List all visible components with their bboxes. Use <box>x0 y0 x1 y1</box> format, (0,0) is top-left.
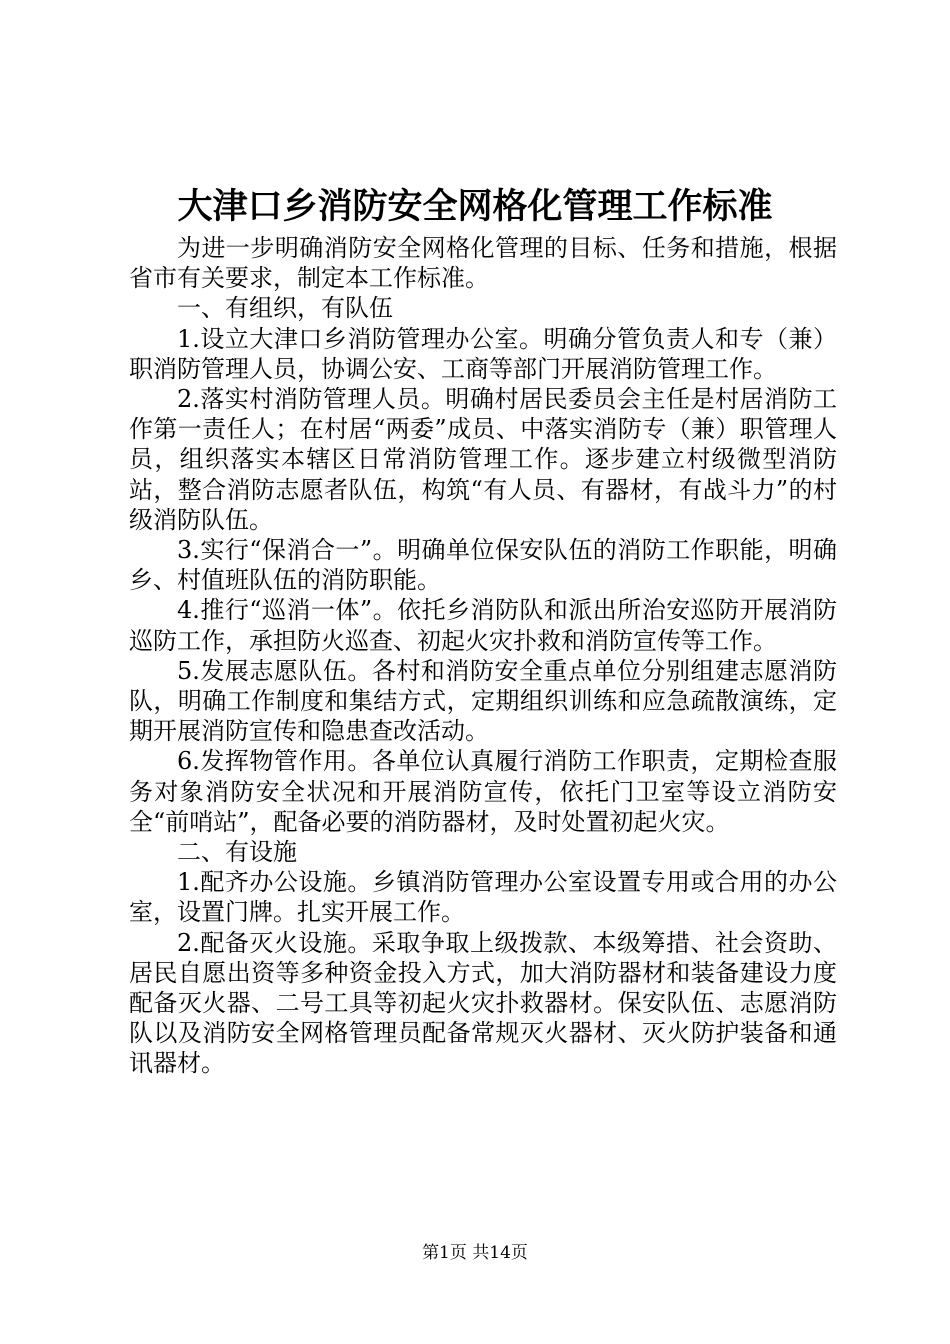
paragraph-item: 2.配备灭火设施。采取争取上级拨款、本级筹措、社会资助、居民自愿出资等多种资金投入方式，加大消防器材和装备建设力度配备灭火器、二号工具等初起火灾扑救器材。保安队伍、志愿消防队以及消防安全网格管理员配备常规灭火器材、灭火防护装备和通讯器材。 <box>129 928 837 1078</box>
section-heading-organization: 一、有组织，有队伍 <box>177 294 393 323</box>
paragraph-item: 1.设立大津口乡消防管理办公室。明确分管负责人和专（兼）职消防管理人员，协调公安、工商等部门开展消防管理工作。 <box>129 324 837 383</box>
page-number-footer: 第1页 共14页 <box>422 1243 528 1263</box>
document-body <box>129 233 837 1079</box>
paragraph-item: 2.落实村消防管理人员。明确村居民委员会主任是村居消防工作第一责任人；在村居“两委”成员、中落实消防专（兼）职管理人员，组织落实本辖区日常消防管理工作。逐步建立村级微型消防站，整合消防志愿者队伍，构筑“有人员、有器材，有战斗力”的村级消防队伍。 <box>129 385 837 534</box>
paragraph-item: 6.发挥物管作用。各单位认真履行消防工作职责，定期检查服务对象消防安全状况和开展消防宣传，依托门卫室等设立消防安全“前哨站”，配备必要的消防器材，及时处置初起火灾。 <box>129 747 837 836</box>
section-heading-facilities: 二、有设施 <box>177 838 297 867</box>
paragraph-item: 4.推行“巡消一体”。依托乡消防队和派出所治安巡防开展消防巡防工作，承担防火巡查、初起火灾扑救和消防宣传等工作。 <box>129 596 837 655</box>
document-title: 大津口乡消防安全网格化管理工作标准 <box>177 186 773 227</box>
intro-paragraph: 为进一步明确消防安全网格化管理的目标、任务和措施，根据省市有关要求，制定本工作标准。 <box>129 234 837 293</box>
paragraph-item: 3.实行“保消合一”。明确单位保安队伍的消防工作职能，明确乡、村值班队伍的消防职能。 <box>129 536 837 595</box>
paragraph-item: 5.发展志愿队伍。各村和消防安全重点单位分别组建志愿消防队，明确工作制度和集结方式，定期组织训练和应急疏散演练，定期开展消防宣传和隐患查改活动。 <box>129 656 837 746</box>
paragraph-item: 1.配齐办公设施。乡镇消防管理办公室设置专用或合用的办公室，设置门牌。扎实开展工作。 <box>129 868 837 927</box>
